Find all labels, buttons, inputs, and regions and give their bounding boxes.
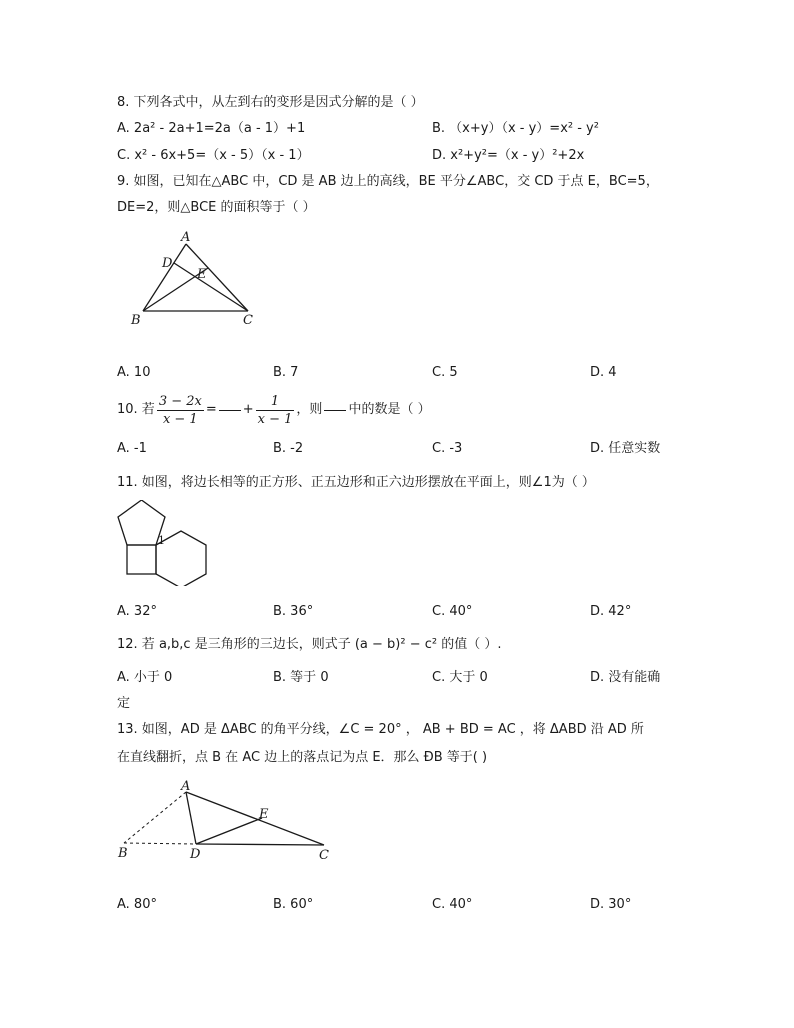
q11-option-c: C. 40° bbox=[432, 604, 473, 619]
q13-stem-line2: 在直线翻折，点 B 在 AC 边上的落点记为点 E．那么 ÐB 等于( ) bbox=[117, 750, 488, 765]
q9-label-b: B bbox=[131, 313, 141, 328]
q10-option-d: D. 任意实数 bbox=[590, 441, 661, 456]
q9-label-a: A bbox=[181, 230, 191, 245]
q10-prefix: 10. 若 bbox=[117, 402, 155, 417]
q13-option-c: C. 40° bbox=[432, 897, 473, 912]
q10-fraction-2-denominator: x − 1 bbox=[257, 411, 293, 427]
q12-option-d-continued: 定 bbox=[117, 696, 131, 711]
q11-option-a: A. 32° bbox=[117, 604, 157, 619]
q8-option-c: C. x² - 6x+5=（x - 5）（x - 1） bbox=[117, 148, 310, 163]
q9-label-d: D bbox=[162, 256, 173, 271]
q9-label-c: C bbox=[243, 313, 253, 328]
q10-option-a: A. -1 bbox=[117, 441, 147, 456]
q13-label-d: D bbox=[190, 847, 201, 862]
q10-fraction-1-numerator: 3 − 2x bbox=[158, 393, 202, 409]
q10-fraction-2-numerator: 1 bbox=[270, 393, 280, 409]
q9-stem-line1: 9. 如图，已知在△ABC 中，CD 是 AB 边上的高线，BE 平分∠ABC，交 CD 于点 E，BC=5， bbox=[117, 174, 659, 189]
q11-square bbox=[127, 545, 156, 574]
q8-option-b: B. （x+y）（x - y）=x² - y² bbox=[432, 121, 599, 136]
q11-option-b: B. 36° bbox=[273, 604, 314, 619]
q13-option-d: D. 30° bbox=[590, 897, 632, 912]
q9-stem-line2: DE=2，则△BCE 的面积等于（ ） bbox=[117, 200, 316, 215]
q10-fraction-1 bbox=[157, 393, 204, 428]
q10-option-b: B. -2 bbox=[273, 441, 304, 456]
q12-option-c: C. 大于 0 bbox=[432, 670, 488, 685]
q10-equals: = bbox=[205, 402, 217, 417]
q9-option-d: D. 4 bbox=[590, 365, 617, 380]
q12-stem: 12. 若 a,b,c 是三角形的三边长，则式子 (a − b)² − c² 的值（ ）. bbox=[117, 637, 502, 652]
q13-option-b: B. 60° bbox=[273, 897, 314, 912]
q9-option-a: A. 10 bbox=[117, 365, 151, 380]
q13-label-e: E bbox=[259, 807, 269, 822]
q8-option-d: D. x²+y²=（x - y）²+2x bbox=[432, 148, 585, 163]
q10-suffix: 中的数是（ ） bbox=[348, 402, 431, 417]
q12-option-b: B. 等于 0 bbox=[273, 670, 329, 685]
q13-label-c: C bbox=[319, 848, 329, 863]
q9-option-c: C. 5 bbox=[432, 365, 458, 380]
q10-mid: ，则 bbox=[296, 402, 323, 417]
q8-option-a: A. 2a² - 2a+1=2a（a - 1）+1 bbox=[117, 121, 306, 136]
q11-stem: 11. 如图，将边长相等的正方形、正五边形和正六边形摆放在平面上，则∠1为（ ） bbox=[117, 475, 595, 490]
q11-option-d: D. 42° bbox=[590, 604, 632, 619]
q9-triangle-figure bbox=[128, 228, 268, 328]
q9-option-b: B. 7 bbox=[273, 365, 299, 380]
q10-blank-1 bbox=[219, 410, 241, 411]
q10-fraction-1-denominator: x − 1 bbox=[157, 410, 204, 428]
q10-stem bbox=[117, 388, 431, 432]
q8-stem: 8. 下列各式中，从左到右的变形是因式分解的是（ ） bbox=[117, 95, 424, 110]
q10-plus: + bbox=[242, 402, 254, 417]
q12-option-a: A. 小于 0 bbox=[117, 670, 173, 685]
q13-option-a: A. 80° bbox=[117, 897, 157, 912]
q9-label-e: E bbox=[197, 267, 207, 282]
q13-label-a: A bbox=[181, 779, 191, 794]
q11-angle-label: 1 bbox=[158, 534, 165, 547]
q13-label-b: B bbox=[118, 846, 128, 861]
q13-triangle-figure bbox=[112, 778, 337, 868]
q12-option-d: D. 没有能确 bbox=[590, 670, 661, 685]
q10-option-c: C. -3 bbox=[432, 441, 463, 456]
q10-blank-2 bbox=[324, 410, 346, 411]
q11-polygons-figure bbox=[116, 500, 216, 586]
q13-stem-line1: 13. 如图，AD 是 ΔABC 的角平分线，∠C = 20° ， AB + BD = AC ，将 ΔABD 沿 AD 所 bbox=[117, 722, 644, 737]
q10-fraction-2 bbox=[256, 393, 295, 428]
